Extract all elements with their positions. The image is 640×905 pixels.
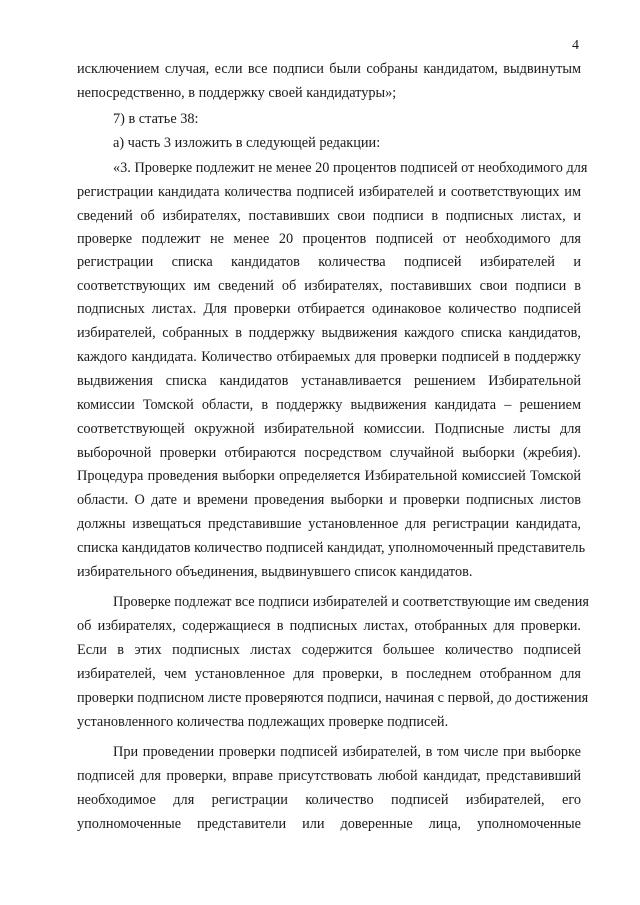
text-line: исключением случая, если все подписи были собраны кандидатом, выдвинутым: [77, 61, 581, 77]
text-line: об избирателях, содержащиеся в подписных листах, отобранных для проверки.: [77, 618, 581, 634]
text-line: регистрации списка кандидатов количества подписей избирателей и: [77, 254, 581, 270]
text-line: соответствующих им сведений об избирателях, поставивших свои подписи в: [77, 278, 581, 294]
text-line: При проведении проверки подписей избирателей, в том числе при выборке: [113, 744, 581, 760]
text-line: списка кандидатов количество подписей кандидат, уполномоченный представитель: [77, 540, 586, 556]
text-line: Проверке подлежат все подписи избирателей и соответствующие им сведения: [113, 594, 589, 610]
text-line: соответствующей окружной избирательной комиссии. Подписные листы для: [77, 421, 581, 437]
text-line: проверке подлежит не менее 20 процентов подписей от необходимого для: [77, 231, 581, 247]
text-line: 7) в статье 38:: [113, 111, 199, 127]
text-line: необходимое для регистрации количество подписей избирателей, его: [77, 792, 581, 808]
text-line: выдвижения списка кандидатов устанавливается решением Избирательной: [77, 373, 581, 389]
text-line: области. О дате и времени проведения выборки и проверки подписных листов: [77, 492, 581, 508]
text-line: сведений об избирателях, поставивших свои подписи в подписных листах, и: [77, 208, 581, 224]
text-line: избирателей, собранных в поддержку выдвижения каждого списка кандидатов,: [77, 325, 581, 341]
text-line: каждого кандидата. Количество отбираемых для проверки подписей в поддержку: [77, 349, 581, 365]
text-line: уполномоченные представители или доверенные лица, уполномоченные: [77, 816, 581, 832]
text-line: а) часть 3 изложить в следующей редакции:: [113, 135, 381, 151]
text-line: комиссии Томской области, в поддержку выдвижения кандидата – решением: [77, 397, 581, 413]
text-line: избирателей, чем установленное для проверки, в последнем отобранном для: [77, 666, 581, 682]
text-line: должны извещаться представившие установленное для регистрации кандидата,: [77, 516, 581, 532]
text-line: Если в этих подписных листах содержится большее количество подписей: [77, 642, 581, 658]
text-line: подписей для проверки, вправе присутствовать любой кандидат, представивший: [77, 768, 581, 784]
text-line: подписных листах. Для проверки отбирается одинаковое количество подписей: [77, 301, 581, 317]
page-number: 4: [572, 38, 579, 53]
text-line: регистрации кандидата количества подписей избирателей и соответствующих им: [77, 184, 581, 200]
text-line: выборочной проверки отбираются посредством случайной выборки (жребия).: [77, 445, 581, 461]
text-line: Процедура проведения выборки определяется Избирательной комиссией Томской: [77, 468, 581, 484]
text-line: «3. Проверке подлежит не менее 20 процентов подписей от необходимого для: [113, 160, 588, 176]
text-line: непосредственно, в поддержку своей кандидатуры»;: [77, 85, 397, 101]
text-line: избирательного объединения, выдвинувшего список кандидатов.: [77, 564, 473, 580]
text-line: проверки подписном листе проверяются подписи, начиная с первой, до достижения: [77, 690, 589, 706]
text-line: установленного количества подлежащих проверке подписей.: [77, 714, 449, 730]
